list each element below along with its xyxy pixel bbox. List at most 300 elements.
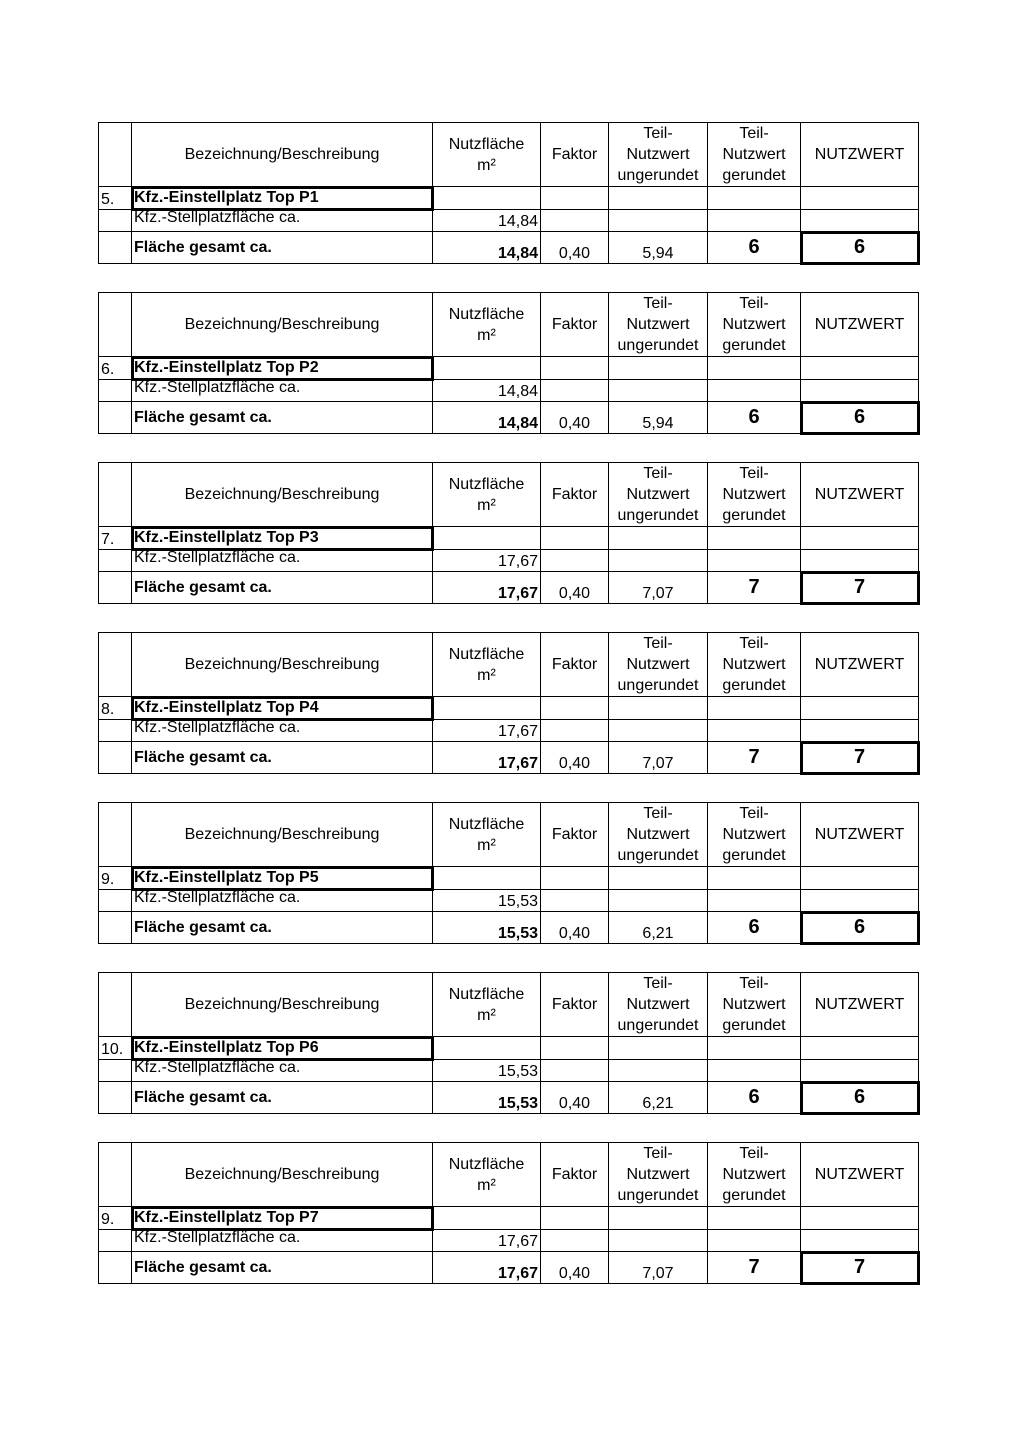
header-nutzflaeche <box>433 463 541 527</box>
header-nutzflaeche <box>433 293 541 357</box>
area-row <box>99 1230 919 1252</box>
header-teil-ungerundet-line2: Nutzwert <box>626 316 690 333</box>
empty-cell <box>99 232 132 264</box>
empty-cell <box>433 867 541 890</box>
empty-cell <box>708 357 801 380</box>
block-number: 7. <box>99 527 132 550</box>
block-number: 5. <box>99 187 132 210</box>
header-teil-ungerundet-line1: Teil- <box>643 295 673 312</box>
nutzwert-table <box>98 972 919 1114</box>
area-label: Kfz.-Stellplatzfläche ca. <box>132 380 433 402</box>
header-teil-ungerundet <box>609 633 708 697</box>
nutzwert-table <box>98 1142 919 1284</box>
empty-cell <box>801 1207 919 1230</box>
faktor-value: 0,40 <box>541 1082 609 1114</box>
header-nutzflaeche <box>433 633 541 697</box>
empty-cell <box>541 357 609 380</box>
empty-cell <box>708 867 801 890</box>
total-label: Fläche gesamt ca. <box>132 1252 433 1284</box>
header-faktor <box>541 123 609 187</box>
header-number-cell <box>99 463 132 527</box>
faktor-value: 0,40 <box>541 912 609 944</box>
area-row <box>99 720 919 742</box>
header-beschreibung-text: Bezeichnung/Beschreibung <box>184 656 380 673</box>
header-row <box>99 1143 919 1207</box>
header-teil-gerundet-line2: Nutzwert <box>722 1166 786 1183</box>
empty-cell <box>99 572 132 604</box>
header-beschreibung <box>132 803 433 867</box>
header-teil-ungerundet-line1: Teil- <box>643 465 673 482</box>
empty-cell <box>609 1060 708 1082</box>
empty-cell <box>801 357 919 380</box>
total-area-value: 17,67 <box>433 572 541 604</box>
nutzwert-block <box>98 1142 918 1285</box>
header-teil-gerundet-line1: Teil- <box>739 635 769 652</box>
header-nutzflaeche-line2: m² <box>477 836 496 854</box>
empty-cell <box>708 1060 801 1082</box>
header-faktor-text: Faktor <box>551 996 598 1013</box>
header-nutzflaeche-line2: m² <box>477 666 496 684</box>
empty-cell <box>609 187 708 210</box>
empty-cell <box>708 187 801 210</box>
empty-cell <box>433 527 541 550</box>
header-number-cell <box>99 293 132 357</box>
empty-cell <box>541 550 609 572</box>
header-nutzflaeche-line2: m² <box>477 1176 496 1194</box>
total-label: Fläche gesamt ca. <box>132 232 433 264</box>
nutzwert-table <box>98 462 919 604</box>
nutzwert-table <box>98 632 919 774</box>
area-value: 14,84 <box>433 210 541 232</box>
empty-cell <box>541 1207 609 1230</box>
title-row <box>99 697 919 720</box>
empty-cell <box>801 550 919 572</box>
header-teil-gerundet-line3: gerundet <box>722 167 786 184</box>
header-nutzwert-text: NUTZWERT <box>814 826 905 843</box>
total-row <box>99 402 919 434</box>
teil-ungerundet-value: 6,21 <box>609 912 708 944</box>
header-nutzwert <box>801 123 919 187</box>
nutzwert-value: 6 <box>801 402 919 434</box>
empty-cell <box>99 1060 132 1082</box>
area-row <box>99 1060 919 1082</box>
header-teil-ungerundet-line2: Nutzwert <box>626 826 690 843</box>
empty-cell <box>708 210 801 232</box>
empty-cell <box>708 527 801 550</box>
header-row <box>99 973 919 1037</box>
header-teil-ungerundet-line3: ungerundet <box>617 1017 699 1034</box>
teil-gerundet-value: 7 <box>708 1252 801 1284</box>
area-label: Kfz.-Stellplatzfläche ca. <box>132 1060 433 1082</box>
total-area-value: 15,53 <box>433 1082 541 1114</box>
empty-cell <box>609 527 708 550</box>
block-title: Kfz.-Einstellplatz Top P4 <box>132 697 433 720</box>
header-nutzflaeche <box>433 1143 541 1207</box>
total-label: Fläche gesamt ca. <box>132 1082 433 1114</box>
empty-cell <box>433 187 541 210</box>
header-nutzwert <box>801 463 919 527</box>
empty-cell <box>99 890 132 912</box>
empty-cell <box>609 720 708 742</box>
header-faktor <box>541 293 609 357</box>
header-teil-gerundet <box>708 293 801 357</box>
empty-cell <box>433 697 541 720</box>
header-teil-gerundet-line2: Nutzwert <box>722 656 786 673</box>
nutzwert-block <box>98 462 918 605</box>
empty-cell <box>801 697 919 720</box>
header-nutzflaeche-line1: Nutzfläche <box>448 1155 525 1173</box>
empty-cell <box>541 380 609 402</box>
header-teil-ungerundet-line1: Teil- <box>643 635 673 652</box>
header-beschreibung <box>132 293 433 357</box>
header-faktor-text: Faktor <box>551 656 598 673</box>
empty-cell <box>801 380 919 402</box>
header-beschreibung-text: Bezeichnung/Beschreibung <box>184 316 380 333</box>
header-teil-ungerundet <box>609 1143 708 1207</box>
total-area-value: 14,84 <box>433 232 541 264</box>
empty-cell <box>99 912 132 944</box>
header-teil-ungerundet-line3: ungerundet <box>617 167 699 184</box>
header-nutzflaeche-line2: m² <box>477 496 496 514</box>
header-teil-ungerundet <box>609 803 708 867</box>
total-area-value: 14,84 <box>433 402 541 434</box>
header-teil-gerundet-line2: Nutzwert <box>722 996 786 1013</box>
header-teil-gerundet <box>708 123 801 187</box>
empty-cell <box>609 1037 708 1060</box>
empty-cell <box>541 890 609 912</box>
header-beschreibung <box>132 633 433 697</box>
block-number: 9. <box>99 1207 132 1230</box>
header-faktor <box>541 973 609 1037</box>
header-nutzwert-text: NUTZWERT <box>814 316 905 333</box>
title-row <box>99 357 919 380</box>
header-nutzflaeche-line1: Nutzfläche <box>448 815 525 833</box>
faktor-value: 0,40 <box>541 742 609 774</box>
area-value: 15,53 <box>433 1060 541 1082</box>
area-row <box>99 380 919 402</box>
total-area-value: 17,67 <box>433 1252 541 1284</box>
empty-cell <box>433 1207 541 1230</box>
empty-cell <box>433 357 541 380</box>
total-label: Fläche gesamt ca. <box>132 402 433 434</box>
empty-cell <box>541 1037 609 1060</box>
header-nutzwert-text: NUTZWERT <box>814 146 905 163</box>
empty-cell <box>609 1207 708 1230</box>
empty-cell <box>541 867 609 890</box>
total-label: Fläche gesamt ca. <box>132 912 433 944</box>
teil-gerundet-value: 7 <box>708 572 801 604</box>
empty-cell <box>609 550 708 572</box>
header-teil-ungerundet-line2: Nutzwert <box>626 1166 690 1183</box>
nutzwert-value: 6 <box>801 1082 919 1114</box>
header-faktor <box>541 463 609 527</box>
header-teil-gerundet-line2: Nutzwert <box>722 146 786 163</box>
header-teil-ungerundet-line2: Nutzwert <box>626 146 690 163</box>
empty-cell <box>99 380 132 402</box>
area-label: Kfz.-Stellplatzfläche ca. <box>132 720 433 742</box>
header-nutzflaeche <box>433 123 541 187</box>
area-value: 14,84 <box>433 380 541 402</box>
area-label: Kfz.-Stellplatzfläche ca. <box>132 1230 433 1252</box>
title-row <box>99 1037 919 1060</box>
empty-cell <box>801 1230 919 1252</box>
teil-ungerundet-value: 6,21 <box>609 1082 708 1114</box>
empty-cell <box>801 1060 919 1082</box>
header-nutzwert <box>801 1143 919 1207</box>
header-nutzflaeche-line2: m² <box>477 326 496 344</box>
empty-cell <box>609 697 708 720</box>
total-row <box>99 912 919 944</box>
total-area-value: 17,67 <box>433 742 541 774</box>
empty-cell <box>609 867 708 890</box>
header-beschreibung <box>132 1143 433 1207</box>
header-number-cell <box>99 123 132 187</box>
block-title: Kfz.-Einstellplatz Top P5 <box>132 867 433 890</box>
header-teil-ungerundet-line3: ungerundet <box>617 847 699 864</box>
header-faktor-text: Faktor <box>551 316 598 333</box>
empty-cell <box>541 1230 609 1252</box>
header-nutzflaeche-line2: m² <box>477 156 496 174</box>
empty-cell <box>99 1230 132 1252</box>
area-row <box>99 210 919 232</box>
empty-cell <box>801 527 919 550</box>
teil-gerundet-value: 6 <box>708 402 801 434</box>
header-teil-gerundet-line1: Teil- <box>739 465 769 482</box>
header-beschreibung-text: Bezeichnung/Beschreibung <box>184 146 380 163</box>
header-teil-gerundet <box>708 803 801 867</box>
empty-cell <box>708 697 801 720</box>
teil-gerundet-value: 6 <box>708 232 801 264</box>
header-nutzwert-text: NUTZWERT <box>814 996 905 1013</box>
faktor-value: 0,40 <box>541 572 609 604</box>
nutzwert-value: 6 <box>801 232 919 264</box>
teil-ungerundet-value: 7,07 <box>609 742 708 774</box>
block-title: Kfz.-Einstellplatz Top P1 <box>132 187 433 210</box>
header-teil-ungerundet-line3: ungerundet <box>617 1187 699 1204</box>
header-teil-ungerundet-line2: Nutzwert <box>626 656 690 673</box>
empty-cell <box>708 720 801 742</box>
block-number: 8. <box>99 697 132 720</box>
header-beschreibung <box>132 463 433 527</box>
area-label: Kfz.-Stellplatzfläche ca. <box>132 210 433 232</box>
title-row <box>99 187 919 210</box>
empty-cell <box>99 1082 132 1114</box>
empty-cell <box>99 402 132 434</box>
faktor-value: 0,40 <box>541 1252 609 1284</box>
header-teil-gerundet-line3: gerundet <box>722 1017 786 1034</box>
header-teil-gerundet-line1: Teil- <box>739 295 769 312</box>
header-nutzflaeche-line1: Nutzfläche <box>448 645 525 663</box>
header-teil-gerundet-line1: Teil- <box>739 125 769 142</box>
header-teil-ungerundet-line1: Teil- <box>643 805 673 822</box>
empty-cell <box>708 1037 801 1060</box>
total-label: Fläche gesamt ca. <box>132 572 433 604</box>
empty-cell <box>609 1230 708 1252</box>
area-value: 17,67 <box>433 720 541 742</box>
total-row <box>99 1252 919 1284</box>
nutzwert-value: 7 <box>801 742 919 774</box>
nutzwert-table <box>98 292 919 434</box>
empty-cell <box>708 380 801 402</box>
header-teil-ungerundet-line3: ungerundet <box>617 507 699 524</box>
header-nutzflaeche-line1: Nutzfläche <box>448 305 525 323</box>
header-nutzwert-text: NUTZWERT <box>814 656 905 673</box>
header-teil-ungerundet-line1: Teil- <box>643 1145 673 1162</box>
empty-cell <box>801 1037 919 1060</box>
nutzwert-block <box>98 632 918 775</box>
empty-cell <box>609 357 708 380</box>
header-faktor-text: Faktor <box>551 486 598 503</box>
nutzwert-value: 7 <box>801 1252 919 1284</box>
area-row <box>99 890 919 912</box>
total-row <box>99 1082 919 1114</box>
header-nutzwert <box>801 293 919 357</box>
header-teil-gerundet-line3: gerundet <box>722 507 786 524</box>
total-row <box>99 742 919 774</box>
header-teil-ungerundet <box>609 463 708 527</box>
empty-cell <box>708 1207 801 1230</box>
teil-gerundet-value: 6 <box>708 1082 801 1114</box>
empty-cell <box>99 720 132 742</box>
header-number-cell <box>99 1143 132 1207</box>
header-nutzflaeche <box>433 973 541 1037</box>
header-beschreibung <box>132 973 433 1037</box>
area-value: 15,53 <box>433 890 541 912</box>
empty-cell <box>801 720 919 742</box>
block-number: 6. <box>99 357 132 380</box>
empty-cell <box>708 890 801 912</box>
header-faktor-text: Faktor <box>551 826 598 843</box>
empty-cell <box>99 1252 132 1284</box>
empty-cell <box>541 210 609 232</box>
header-teil-ungerundet <box>609 293 708 357</box>
nutzwert-block <box>98 802 918 945</box>
header-nutzflaeche <box>433 803 541 867</box>
total-row <box>99 572 919 604</box>
title-row <box>99 527 919 550</box>
total-area-value: 15,53 <box>433 912 541 944</box>
header-nutzwert <box>801 803 919 867</box>
header-beschreibung-text: Bezeichnung/Beschreibung <box>184 826 380 843</box>
nutzwert-table <box>98 802 919 944</box>
header-row <box>99 803 919 867</box>
empty-cell <box>708 1230 801 1252</box>
header-teil-ungerundet-line1: Teil- <box>643 125 673 142</box>
header-teil-gerundet <box>708 1143 801 1207</box>
empty-cell <box>541 1060 609 1082</box>
header-nutzwert <box>801 633 919 697</box>
empty-cell <box>541 697 609 720</box>
header-number-cell <box>99 803 132 867</box>
empty-cell <box>801 890 919 912</box>
header-teil-gerundet-line2: Nutzwert <box>722 826 786 843</box>
header-teil-gerundet-line3: gerundet <box>722 847 786 864</box>
empty-cell <box>433 1037 541 1060</box>
header-teil-gerundet <box>708 463 801 527</box>
nutzwert-value: 7 <box>801 572 919 604</box>
header-faktor-text: Faktor <box>551 1166 598 1183</box>
empty-cell <box>99 210 132 232</box>
empty-cell <box>541 527 609 550</box>
header-nutzflaeche-line1: Nutzfläche <box>448 135 525 153</box>
header-teil-gerundet <box>708 973 801 1037</box>
header-faktor <box>541 1143 609 1207</box>
nutzwert-block <box>98 972 918 1115</box>
header-faktor-text: Faktor <box>551 146 598 163</box>
empty-cell <box>708 550 801 572</box>
header-beschreibung-text: Bezeichnung/Beschreibung <box>184 486 380 503</box>
header-number-cell <box>99 633 132 697</box>
header-teil-gerundet-line3: gerundet <box>722 337 786 354</box>
header-row <box>99 123 919 187</box>
header-beschreibung-text: Bezeichnung/Beschreibung <box>184 996 380 1013</box>
header-teil-gerundet-line3: gerundet <box>722 677 786 694</box>
faktor-value: 0,40 <box>541 232 609 264</box>
area-value: 17,67 <box>433 1230 541 1252</box>
teil-ungerundet-value: 5,94 <box>609 232 708 264</box>
header-number-cell <box>99 973 132 1037</box>
teil-ungerundet-value: 5,94 <box>609 402 708 434</box>
block-title: Kfz.-Einstellplatz Top P3 <box>132 527 433 550</box>
header-teil-ungerundet-line2: Nutzwert <box>626 996 690 1013</box>
empty-cell <box>99 742 132 774</box>
header-teil-ungerundet-line3: ungerundet <box>617 337 699 354</box>
empty-cell <box>609 890 708 912</box>
block-title: Kfz.-Einstellplatz Top P7 <box>132 1207 433 1230</box>
header-teil-ungerundet-line1: Teil- <box>643 975 673 992</box>
title-row <box>99 867 919 890</box>
empty-cell <box>801 210 919 232</box>
header-row <box>99 633 919 697</box>
faktor-value: 0,40 <box>541 402 609 434</box>
area-row <box>99 550 919 572</box>
empty-cell <box>541 720 609 742</box>
total-label: Fläche gesamt ca. <box>132 742 433 774</box>
empty-cell <box>99 550 132 572</box>
header-nutzflaeche-line1: Nutzfläche <box>448 985 525 1003</box>
nutzwert-value: 6 <box>801 912 919 944</box>
teil-gerundet-value: 7 <box>708 742 801 774</box>
area-label: Kfz.-Stellplatzfläche ca. <box>132 890 433 912</box>
header-beschreibung <box>132 123 433 187</box>
header-nutzwert-text: NUTZWERT <box>814 486 905 503</box>
nutzwert-block <box>98 292 918 435</box>
header-teil-gerundet <box>708 633 801 697</box>
teil-gerundet-value: 6 <box>708 912 801 944</box>
block-number: 9. <box>99 867 132 890</box>
title-row <box>99 1207 919 1230</box>
header-nutzwert <box>801 973 919 1037</box>
block-title: Kfz.-Einstellplatz Top P6 <box>132 1037 433 1060</box>
header-beschreibung-text: Bezeichnung/Beschreibung <box>184 1166 380 1183</box>
header-teil-ungerundet <box>609 123 708 187</box>
teil-ungerundet-value: 7,07 <box>609 572 708 604</box>
total-row <box>99 232 919 264</box>
empty-cell <box>609 380 708 402</box>
header-nutzwert-text: NUTZWERT <box>814 1166 905 1183</box>
header-nutzflaeche-line2: m² <box>477 1006 496 1024</box>
empty-cell <box>801 187 919 210</box>
header-teil-ungerundet-line3: ungerundet <box>617 677 699 694</box>
header-teil-gerundet-line1: Teil- <box>739 1145 769 1162</box>
header-teil-ungerundet-line2: Nutzwert <box>626 486 690 503</box>
header-teil-ungerundet <box>609 973 708 1037</box>
header-row <box>99 463 919 527</box>
empty-cell <box>609 210 708 232</box>
teil-ungerundet-value: 7,07 <box>609 1252 708 1284</box>
nutzwert-table <box>98 122 919 264</box>
empty-cell <box>541 187 609 210</box>
